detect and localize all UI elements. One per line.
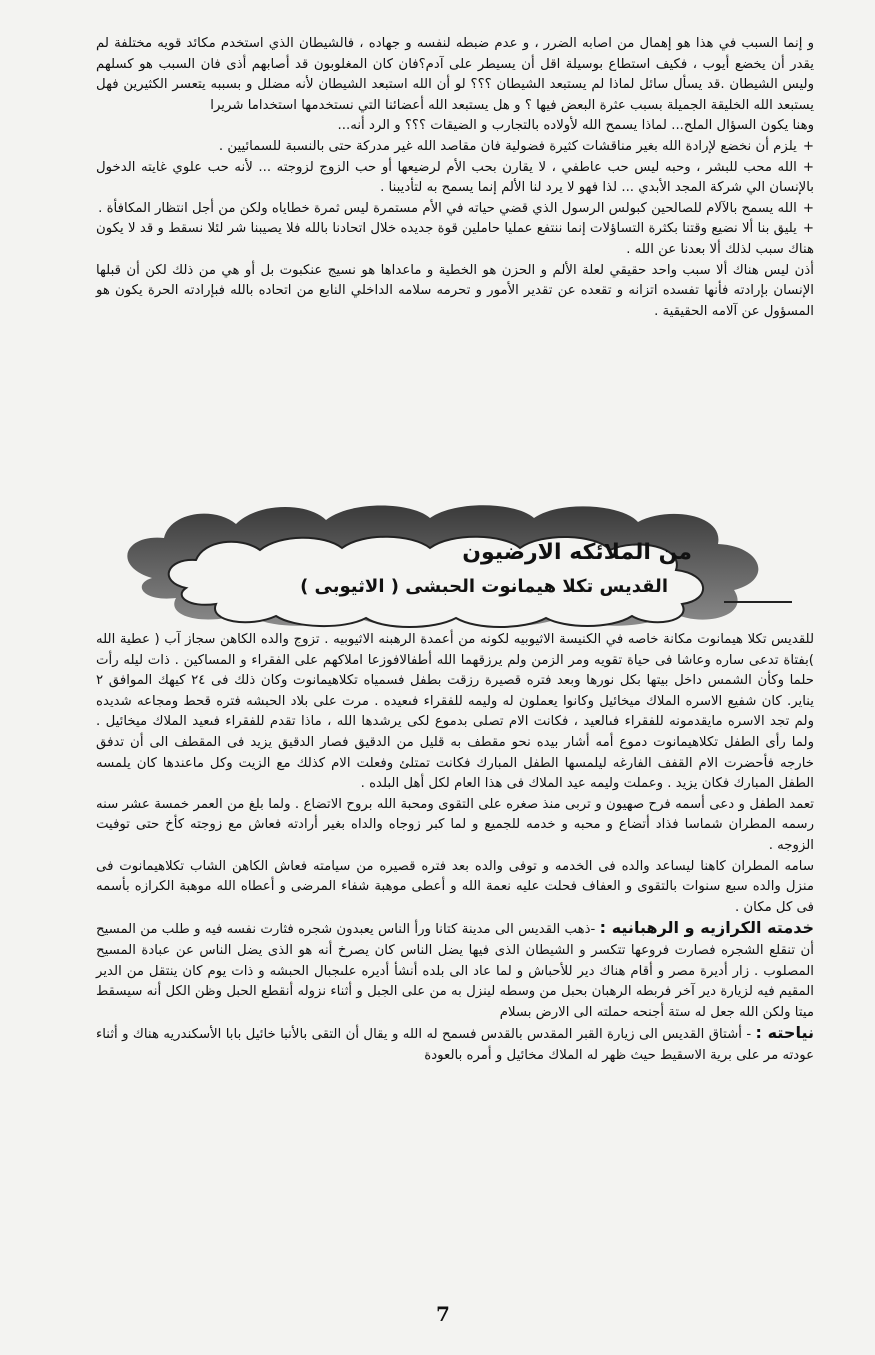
bullet-item: +يلزم أن نخضع لإرادة الله بغير مناقشات كثيرة فضولية فان مقاصد الله غير مدركة حتى بالنسبة للسمائيين .: [218, 138, 814, 154]
plus-marker: +: [802, 200, 814, 216]
paragraph-bio-1: للقديس تكلا هيمانوت مكانة خاصه في الكنيسة الاثيوبيه لكونه من أعمدة الرهبنه الاثيوبيه . تزوج والده الكاهن سجاز آب ( عطية الله )بفتاة تدعى ساره وعاشا فى حياة تقويه ومر الزمن ولم يرزقهما الله أطفالافوزعا املاكهم على الفقراء و المساكين . ذات ليله رأت حلما وكأن الشمس داخل بيتها بكل نورها وبعد فتره قصيرة رزقت بطفل فسمياه تكلاهيمانوت وكان ذلك فى ٢٤ كيهك الموافق ٢ يناير. كان شفيع الاسره الملاك ميخائيل وكانوا يعملون له وليمه للفقراء فىعيده . مرت على بلاد الحبشه فتره قحط ومجاعه شديده ولم تجد الاسره مايقدمونه للفقراء فىالعيد ، فكانت الام تصلى بدموع لكى يرشدها الله ، ماذا تقدم للفقراء فىعيد الملاك ميخائيل . ولما رأى الطفل تكلاهيمانوت دموع أمه أشار بيده نحو مقطف به قليل من الدقيق فصار الدقيق يزيد فى المقطف الى أن تدفق خارجه فأحضرت الام القفف الفارغه ليلمسها الطفل المبارك فكانت تمتلئ وفعلت الام كذلك مع الزيت وكل ماعندها كان يلمسه الطفل المبارك فكان يزيد . وعملت وليمه عيد الملاك فى هذا العام لكل أهل البلده .: [96, 632, 814, 792]
article-intro-section: [96, 34, 814, 322]
heading-preaching: خدمته الكرازيه و الرهبانيه :: [599, 918, 815, 938]
paragraph-bio-3: سامه المطران كاهنا ليساعد والده فى الخدمه و توفى والده بعد فتره قصيره من سيامته فعاش الكاهن الشاب تكلاهيمانوت فى منزل والده سبع سنوات بالتقوى و العفاف فحلت عليه نعمة الله و أعطى موهبة شفاء المرضى و أعطاه الله موهبة الكرازه بأسمه فى كل مكان .: [96, 858, 814, 915]
banner-subtitle: القديس تكلا هيمانوت الحبشى ( الاثيوبى ): [300, 576, 668, 597]
title-cloud-banner: [112, 500, 792, 630]
cloud-shape: [112, 500, 792, 630]
bullet-item: +الله يسمح بالآلام للصالحين كبولس الرسول الذي قضي حياته في الأم مستمرة ليس ثمرة خطاياه ولكن من أجل انتظار المكافأة .: [98, 200, 814, 216]
bullet-item: +الله محب للبشر ، وحبه ليس حب عاطفي ، لا يقارن بحب الأم لرضيعها أو حب الزوج لزوجته ... لأنه حب علوي غايته الدخول بالإنسان الي شركة المجد الأبدي ... لذا فهو لا يرد لنا الألم إنما يسمح به لتأديبنا .: [96, 159, 814, 196]
plus-marker: +: [802, 159, 814, 175]
paragraph-death: نياحته : - أشتاق القديس الى زيارة القبر المقدس بالقدس فسمح له الله و يقال أن التقى بالأنبا خائيل بابا الأسكندريه هناك و أثناء عودته مر على برية الاسقيط حيث ظهر له الملاك مخائيل و أمره بالعودة: [96, 1023, 814, 1063]
paragraph-main: و إنما السبب في هذا هو إهمال من اصابه الضرر ، و عدم ضبطه لنفسه و جهاده ، فالشيطان الذي استخدم مكائد قويه مختلفة لم يقدر أن يخضع أيوب ، فكيف استطاع بوسيلة اقل أن يسيطر على آدم؟فان كان المغلوبون قد أصابهم أذى فان السبب هو كسلهم وليس الشيطان .قد يسأل سائل لماذا لم يستبعد الشيطان ؟؟؟ لو أن الله استبعد الشيطان لأنه مضلل و بسببه يتعسر الكثيرين فهل يستبعد الله الخليقة الجميلة بسبب عثرة البعض فيها ؟ و هل يستبعد الله أعضائنا التي نستخدمها استخداما شريرا: [96, 36, 814, 113]
bullet-item: +يليق بنا ألا نضيع وقتنا بكثرة التساؤلات إنما ننتفع عمليا حاملين قوة جديده خلال اتحادنا بالله فلا يصيبنا شر لئلا نسقط و قد لا يكون هناك سبب لذلك ألا بعدنا عن الله .: [96, 221, 814, 257]
heading-death: نياحته :: [755, 1023, 814, 1043]
page-number: 7: [436, 1302, 450, 1326]
plus-marker: +: [802, 221, 814, 237]
paragraph-bio-2: تعمد الطفل و دعى أسمه فرح صهيون و تربى منذ صغره على التقوى ومحبة الله بروح الاتضاع . ولما بلغ من العمر خمسة عشر سنه رسمه المطران شماسا فذاد أتضاع و محبه و خدمه للجميع و لما كبر زوجاه والداه بغير أرادته فعاش مع زوجته كأخ حتى توفيت الزوجه .: [96, 796, 814, 853]
saint-biography-section: [96, 630, 814, 1066]
paragraph-conclusion: أذن ليس هناك ألا سبب واحد حقيقي لعلة الألم و الحزن هو الخطية و ماعداها هو نسيج عنكبوت بل أو هي من ذلك لكن أن قبلها الإنسان بإرادته فأنها تفسده اتزانه و تقعده عن تقدير الأمور و تحرمه سلامه الداخلي النابع من اتحاده بالله فبإرادته الحرة يكون هو المسؤول عن آلامه الحقيقية .: [96, 262, 814, 319]
plus-marker: +: [802, 138, 814, 154]
paragraph-question: وهنا يكون السؤال الملح... لماذا يسمح الله لأولاده بالتجارب و الضيقات ؟؟؟ و الرد أنه...: [337, 118, 814, 134]
banner-title: من الملائكه الارضيون: [462, 540, 692, 565]
paragraph-preaching: خدمته الكرازيه و الرهبانيه : -ذهب القديس الى مدينة كتانا ورأ الناس يعبدون شجره فثارت نفسه فيه و طلب من المسيح أن تنقلع الشجره فصارت فروعها تتكسر و الشيطان الذى فيها يضل الناس كان يصرخ أنه هو الذى يضل الناس عن عبادة المسيح المصلوب . زار أديرة مصر و أقام هناك دير للأحباش و لما عاد الى بلده أنشأ أديره علىجبال الحبشه و ذات يوم كان ينتقل من الدير المقيم فيه لزيارة دير آخر فربطه الرهبان بحبل من وسطه لينزل به من على الجبل و أثناء نزوله أنقطع الحبل وظن الكل أنه سيسقط ميتا ولكن الله جعل له ستة أجنحه حملته الى الارض بسلام: [96, 918, 815, 1020]
